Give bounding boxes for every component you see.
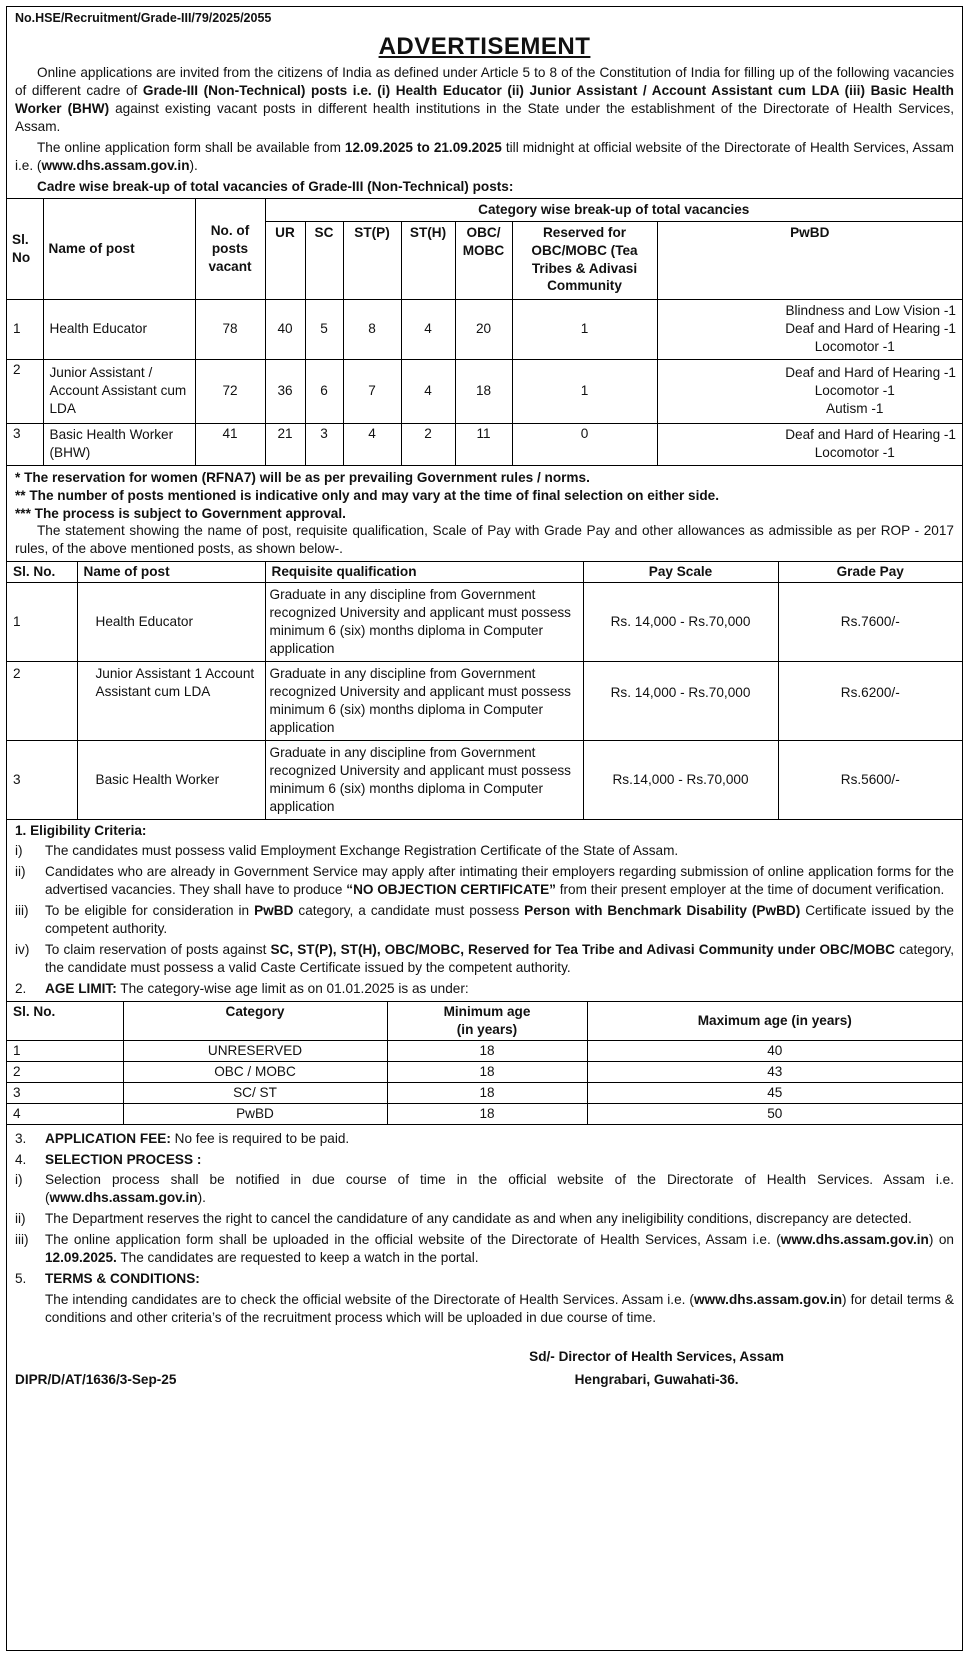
intro2-text-mid: till midnight at official website of the Directorate of Health Services, Assam i.e. ( bbox=[15, 139, 954, 173]
cell-stp: 4 bbox=[343, 423, 401, 465]
item-number: iii) bbox=[15, 903, 29, 919]
dipr-number: DIPR/D/AT/1636/3-Sep-25 bbox=[15, 1372, 177, 1388]
cell-slno: 1 bbox=[7, 1040, 123, 1061]
item-text-e: Certificate issued by the competent authority. bbox=[45, 903, 954, 937]
advertisement-page bbox=[6, 6, 963, 1651]
intro-posts: Grade-III (Non-Technical) posts i.e. (i) Health Educator (ii) Junior Assistant / Account Assistant cum LDA (iii) Basic Health Worker (BHW) bbox=[15, 83, 954, 117]
note-3: *** The process is subject to Government approval. bbox=[15, 505, 346, 521]
intro-text-end: against existing vacant posts in different health institutions in the State under the establishment of the Directorate of Health Services, Assam. bbox=[15, 101, 954, 134]
remaining-sections bbox=[7, 1125, 962, 1393]
vacancy-group-header-row bbox=[7, 198, 962, 221]
section-label: APPLICATION FEE: bbox=[45, 1130, 171, 1146]
cell-ur: 40 bbox=[265, 299, 305, 359]
item-text-c: category, the candidate must possess a valid Caste Certificate issued by the competent authority. bbox=[45, 942, 954, 976]
intro-text: Online applications are invited from the citizens of India as defined under Article 5 to 8 of the Constitution of India for filling up of the following vacancies of different cadre of bbox=[15, 65, 954, 99]
item-number: i) bbox=[15, 843, 23, 859]
cell-reserved: 1 bbox=[512, 359, 657, 423]
note-1: * The reservation for women (RFNA7) will be as per prevailing Government rules / norms. bbox=[15, 469, 590, 485]
item-text-c: ). bbox=[197, 1190, 206, 1206]
header-min-age: Minimum age (in years) bbox=[387, 1001, 587, 1040]
table-row bbox=[7, 423, 962, 465]
cell-category: OBC / MOBC bbox=[123, 1061, 387, 1082]
statement-paragraph: The statement showing the name of post, requisite qualification, Scale of Pay with Grade Pay and other allowances as admissible as per ROP - 2017 rules, of the above mentioned posts, as shown below-. bbox=[15, 523, 954, 557]
website-link[interactable]: www.dhs.assam.gov.in bbox=[693, 1292, 843, 1308]
cell-pay-scale: Rs. 14,000 - Rs.70,000 bbox=[583, 662, 778, 741]
header-ur: UR bbox=[265, 221, 305, 299]
terms-text-c: ) for detail terms & conditions and other criteria’s of the recruitment process which will be uploaded in due course of time. bbox=[45, 1292, 955, 1326]
item-text-d: Person with Benchmark Disability (PwBD) bbox=[524, 903, 801, 919]
cell-pwbd bbox=[657, 359, 962, 423]
header-pwbd: PwBD bbox=[657, 221, 962, 299]
cell-qualification: Graduate in any discipline from Government recognized University and applicant must possess minimum 6 (six) months diploma in Computer application bbox=[265, 740, 583, 819]
cell-max-age: 50 bbox=[587, 1103, 962, 1124]
section-number: 4. bbox=[15, 1151, 27, 1167]
pwbd-line: Autism -1 bbox=[826, 401, 884, 417]
website-link[interactable]: www.dhs.assam.gov.in bbox=[780, 1232, 929, 1248]
cell-sth: 4 bbox=[401, 299, 455, 359]
header-name: Name of post bbox=[77, 562, 265, 583]
age-limit-table bbox=[7, 1001, 962, 1125]
section-text: No fee is required to be paid. bbox=[170, 1130, 350, 1146]
pwbd-line: Locomotor -1 bbox=[814, 339, 895, 355]
cell-min-age: 18 bbox=[387, 1082, 587, 1103]
item-text-a: The candidates must possess valid Employment Exchange Registration Certificate of the State of Assam. bbox=[45, 843, 679, 859]
item-text bbox=[45, 1210, 954, 1228]
cell-slno: 1 bbox=[7, 583, 77, 662]
application-dates: 12.09.2025 to 21.09.2025 bbox=[344, 139, 502, 155]
qualification-table bbox=[7, 561, 962, 819]
header-category: Category bbox=[123, 1001, 387, 1040]
table-row bbox=[7, 359, 962, 423]
terms-text bbox=[15, 1291, 954, 1327]
cell-grade-pay: Rs.7600/- bbox=[778, 583, 962, 662]
cell-slno: 1 bbox=[7, 299, 43, 359]
reference-number: No.HSE/Recruitment/Grade-III/79/2025/2055 bbox=[15, 11, 272, 25]
cell-name: Basic Health Worker (BHW) bbox=[43, 423, 195, 465]
list-item bbox=[15, 842, 954, 860]
cell-sth: 2 bbox=[401, 423, 455, 465]
cell-ur: 36 bbox=[265, 359, 305, 423]
cell-obc: 11 bbox=[455, 423, 512, 465]
page-title: ADVERTISEMENT bbox=[378, 32, 591, 60]
item-text-a: To claim reservation of posts against bbox=[45, 942, 271, 958]
upload-date: 12.09.2025. bbox=[45, 1250, 117, 1266]
item-text-a: Candidates who are already in Government Service may apply after intimating their employers regarding submission of online application forms for the advertised vacancies. They shall have to produce bbox=[45, 864, 954, 898]
cell-max-age: 43 bbox=[587, 1061, 962, 1082]
cell-category: PwBD bbox=[123, 1103, 387, 1124]
header-obc: OBC/ MOBC bbox=[455, 221, 512, 299]
item-text bbox=[45, 941, 954, 977]
table-row bbox=[7, 1061, 962, 1082]
header-slno: Sl. No bbox=[7, 198, 43, 299]
eligibility-section bbox=[7, 820, 962, 998]
signature-line-2: Hengrabari, Guwahati-36. bbox=[574, 1372, 739, 1388]
item-text-c: ) on bbox=[928, 1232, 954, 1248]
item-text bbox=[45, 1231, 954, 1267]
table-row bbox=[7, 583, 962, 662]
selection-heading bbox=[15, 1151, 954, 1169]
cell-sc: 6 bbox=[305, 359, 343, 423]
item-text-c: from their present employer at the time of document verification. bbox=[555, 882, 945, 898]
cell-slno: 3 bbox=[7, 740, 77, 819]
item-text bbox=[45, 842, 954, 860]
table-row bbox=[7, 740, 962, 819]
table-row bbox=[7, 1103, 962, 1124]
cell-qualification: Graduate in any discipline from Government recognized University and applicant must possess minimum 6 (six) months diploma in Computer application bbox=[265, 662, 583, 741]
item-text-a: To be eligible for consideration in bbox=[45, 903, 255, 919]
header-sc: SC bbox=[305, 221, 343, 299]
eligibility-heading: 1. Eligibility Criteria: bbox=[15, 822, 147, 838]
header-reserved: Reserved for OBC/MOBC (Tea Tribes & Adivasi Community bbox=[512, 221, 657, 299]
header-category-group: Category wise break-up of total vacancies bbox=[265, 198, 962, 221]
cell-category: SC/ ST bbox=[123, 1082, 387, 1103]
table-row bbox=[7, 662, 962, 741]
cell-pay-scale: Rs. 14,000 - Rs.70,000 bbox=[583, 583, 778, 662]
intro2-text-end: ). bbox=[189, 157, 198, 173]
item-text bbox=[45, 902, 954, 938]
cell-min-age: 18 bbox=[387, 1040, 587, 1061]
table-row bbox=[7, 1082, 962, 1103]
age-limit-heading bbox=[15, 980, 954, 998]
table-row bbox=[7, 1040, 962, 1061]
item-text-b: PwBD bbox=[254, 903, 294, 919]
pwbd-line: Deaf and Hard of Hearing -1 bbox=[785, 365, 956, 381]
intro-paragraph-2 bbox=[15, 139, 954, 175]
pwbd-line: Locomotor -1 bbox=[814, 445, 895, 461]
cell-reserved: 1 bbox=[512, 299, 657, 359]
section-label: SELECTION PROCESS : bbox=[45, 1151, 202, 1167]
cell-max-age: 45 bbox=[587, 1082, 962, 1103]
section-label: AGE LIMIT: bbox=[45, 981, 117, 997]
intro-paragraph-1 bbox=[15, 64, 954, 136]
website-link[interactable]: www.dhs.assam.gov.in bbox=[41, 157, 190, 173]
cell-sc: 5 bbox=[305, 299, 343, 359]
item-text-a: The online application form shall be uploaded in the official website of the Directorate of Health Services, Assam i.e. ( bbox=[45, 1232, 781, 1248]
header-name: Name of post bbox=[43, 198, 195, 299]
list-item bbox=[15, 941, 954, 977]
cell-qualification: Graduate in any discipline from Government recognized University and applicant must possess minimum 6 (six) months diploma in Computer application bbox=[265, 583, 583, 662]
footer bbox=[15, 1333, 954, 1393]
cell-grade-pay: Rs.5600/- bbox=[778, 740, 962, 819]
notes bbox=[7, 466, 962, 523]
header-qualification: Requisite qualification bbox=[265, 562, 583, 583]
cell-name: Health Educator bbox=[43, 299, 195, 359]
section-number: 5. bbox=[15, 1271, 27, 1287]
item-text-a: The Department reserves the right to cancel the candidature of any candidate as and when any ineligibility conditions, discrepancy are detected. bbox=[45, 1211, 912, 1227]
item-number: ii) bbox=[15, 864, 26, 880]
signature-line-1: Sd/- Director of Health Services, Assam bbox=[529, 1349, 784, 1365]
cell-pay-scale: Rs.14,000 - Rs.70,000 bbox=[583, 740, 778, 819]
item-text bbox=[45, 863, 954, 899]
list-item bbox=[15, 1231, 954, 1267]
cell-category: UNRESERVED bbox=[123, 1040, 387, 1061]
list-item bbox=[15, 1210, 954, 1228]
list-item bbox=[15, 1171, 954, 1207]
cell-name: Basic Health Worker bbox=[77, 740, 265, 819]
header-stp: ST(P) bbox=[343, 221, 401, 299]
header-pay-scale: Pay Scale bbox=[583, 562, 778, 583]
cell-obc: 18 bbox=[455, 359, 512, 423]
list-item bbox=[15, 863, 954, 899]
pwbd-line: Deaf and Hard of Hearing -1 bbox=[785, 427, 956, 443]
terms-heading bbox=[15, 1270, 954, 1288]
pwbd-line: Locomotor -1 bbox=[814, 383, 895, 399]
cell-stp: 7 bbox=[343, 359, 401, 423]
header-slno: Sl. No. bbox=[7, 1001, 123, 1040]
item-text-a: Selection process shall be notified in due course of time in the official website of the Directorate of Health Services. Assam i.e. ( bbox=[45, 1172, 954, 1206]
cell-sc: 3 bbox=[305, 423, 343, 465]
cell-name: Health Educator bbox=[77, 583, 265, 662]
section-label: TERMS & CONDITIONS: bbox=[45, 1271, 200, 1287]
signature-block bbox=[529, 1348, 784, 1389]
section-number: 3. bbox=[15, 1130, 27, 1146]
cell-min-age: 18 bbox=[387, 1061, 587, 1082]
vacancy-table bbox=[7, 198, 962, 466]
section-text: The category-wise age limit as on 01.01.2025 is as under: bbox=[116, 981, 469, 997]
cell-posts: 41 bbox=[195, 423, 265, 465]
intro2-text: The online application form shall be available from bbox=[37, 139, 345, 155]
age-header-row bbox=[7, 1001, 962, 1040]
cell-obc: 20 bbox=[455, 299, 512, 359]
item-text-b: SC, ST(P), ST(H), OBC/MOBC, Reserved for Tea Tribe and Adivasi Community under OBC/MOBC bbox=[270, 942, 895, 958]
cell-slno: 2 bbox=[7, 359, 43, 423]
item-number: ii) bbox=[15, 1211, 26, 1227]
item-text-e: The candidates are requested to keep a watch in the portal. bbox=[116, 1250, 479, 1266]
cell-posts: 78 bbox=[195, 299, 265, 359]
cell-name: Junior Assistant / Account Assistant cum LDA bbox=[43, 359, 195, 423]
item-number: i) bbox=[15, 1172, 23, 1188]
cell-grade-pay: Rs.6200/- bbox=[778, 662, 962, 741]
cell-slno: 2 bbox=[7, 662, 77, 741]
item-number: iv) bbox=[15, 942, 30, 958]
cell-reserved: 0 bbox=[512, 423, 657, 465]
cell-slno: 3 bbox=[7, 1082, 123, 1103]
pwbd-line: Deaf and Hard of Hearing -1 bbox=[785, 321, 956, 337]
pwbd-line: Blindness and Low Vision -1 bbox=[785, 303, 956, 319]
list-item bbox=[15, 902, 954, 938]
vacancy-lead: Cadre wise break-up of total vacancies of Grade-III (Non-Technical) posts: bbox=[37, 178, 514, 194]
application-fee bbox=[15, 1130, 954, 1148]
header-slno: Sl. No. bbox=[7, 562, 77, 583]
header-sth: ST(H) bbox=[401, 221, 455, 299]
cell-sth: 4 bbox=[401, 359, 455, 423]
item-number: iii) bbox=[15, 1232, 29, 1248]
header-grade-pay: Grade Pay bbox=[778, 562, 962, 583]
note-2: ** The number of posts mentioned is indicative only and may vary at the time of final selection on either side. bbox=[15, 487, 720, 503]
header-posts: No. of posts vacant bbox=[195, 198, 265, 299]
item-text bbox=[45, 1171, 954, 1207]
website-link[interactable]: www.dhs.assam.gov.in bbox=[49, 1190, 198, 1206]
cell-ur: 21 bbox=[265, 423, 305, 465]
cell-name: Junior Assistant 1 Account Assistant cum LDA bbox=[77, 662, 265, 741]
item-text-c: category, a candidate must possess bbox=[293, 903, 525, 919]
section-number: 2. bbox=[15, 981, 27, 997]
item-text-b: “NO OBJECTION CERTIFICATE” bbox=[346, 882, 556, 898]
cell-stp: 8 bbox=[343, 299, 401, 359]
cell-pwbd bbox=[657, 423, 962, 465]
qualification-header-row bbox=[7, 562, 962, 583]
cell-max-age: 40 bbox=[587, 1040, 962, 1061]
cell-slno: 4 bbox=[7, 1103, 123, 1124]
cell-pwbd bbox=[657, 299, 962, 359]
table-row bbox=[7, 299, 962, 359]
cell-slno: 2 bbox=[7, 1061, 123, 1082]
cell-slno: 3 bbox=[7, 423, 43, 465]
terms-text-a: The intending candidates are to check the official website of the Directorate of Health Services. Assam i.e. ( bbox=[45, 1292, 694, 1308]
header-max-age: Maximum age (in years) bbox=[587, 1001, 962, 1040]
cell-posts: 72 bbox=[195, 359, 265, 423]
cell-min-age: 18 bbox=[387, 1103, 587, 1124]
